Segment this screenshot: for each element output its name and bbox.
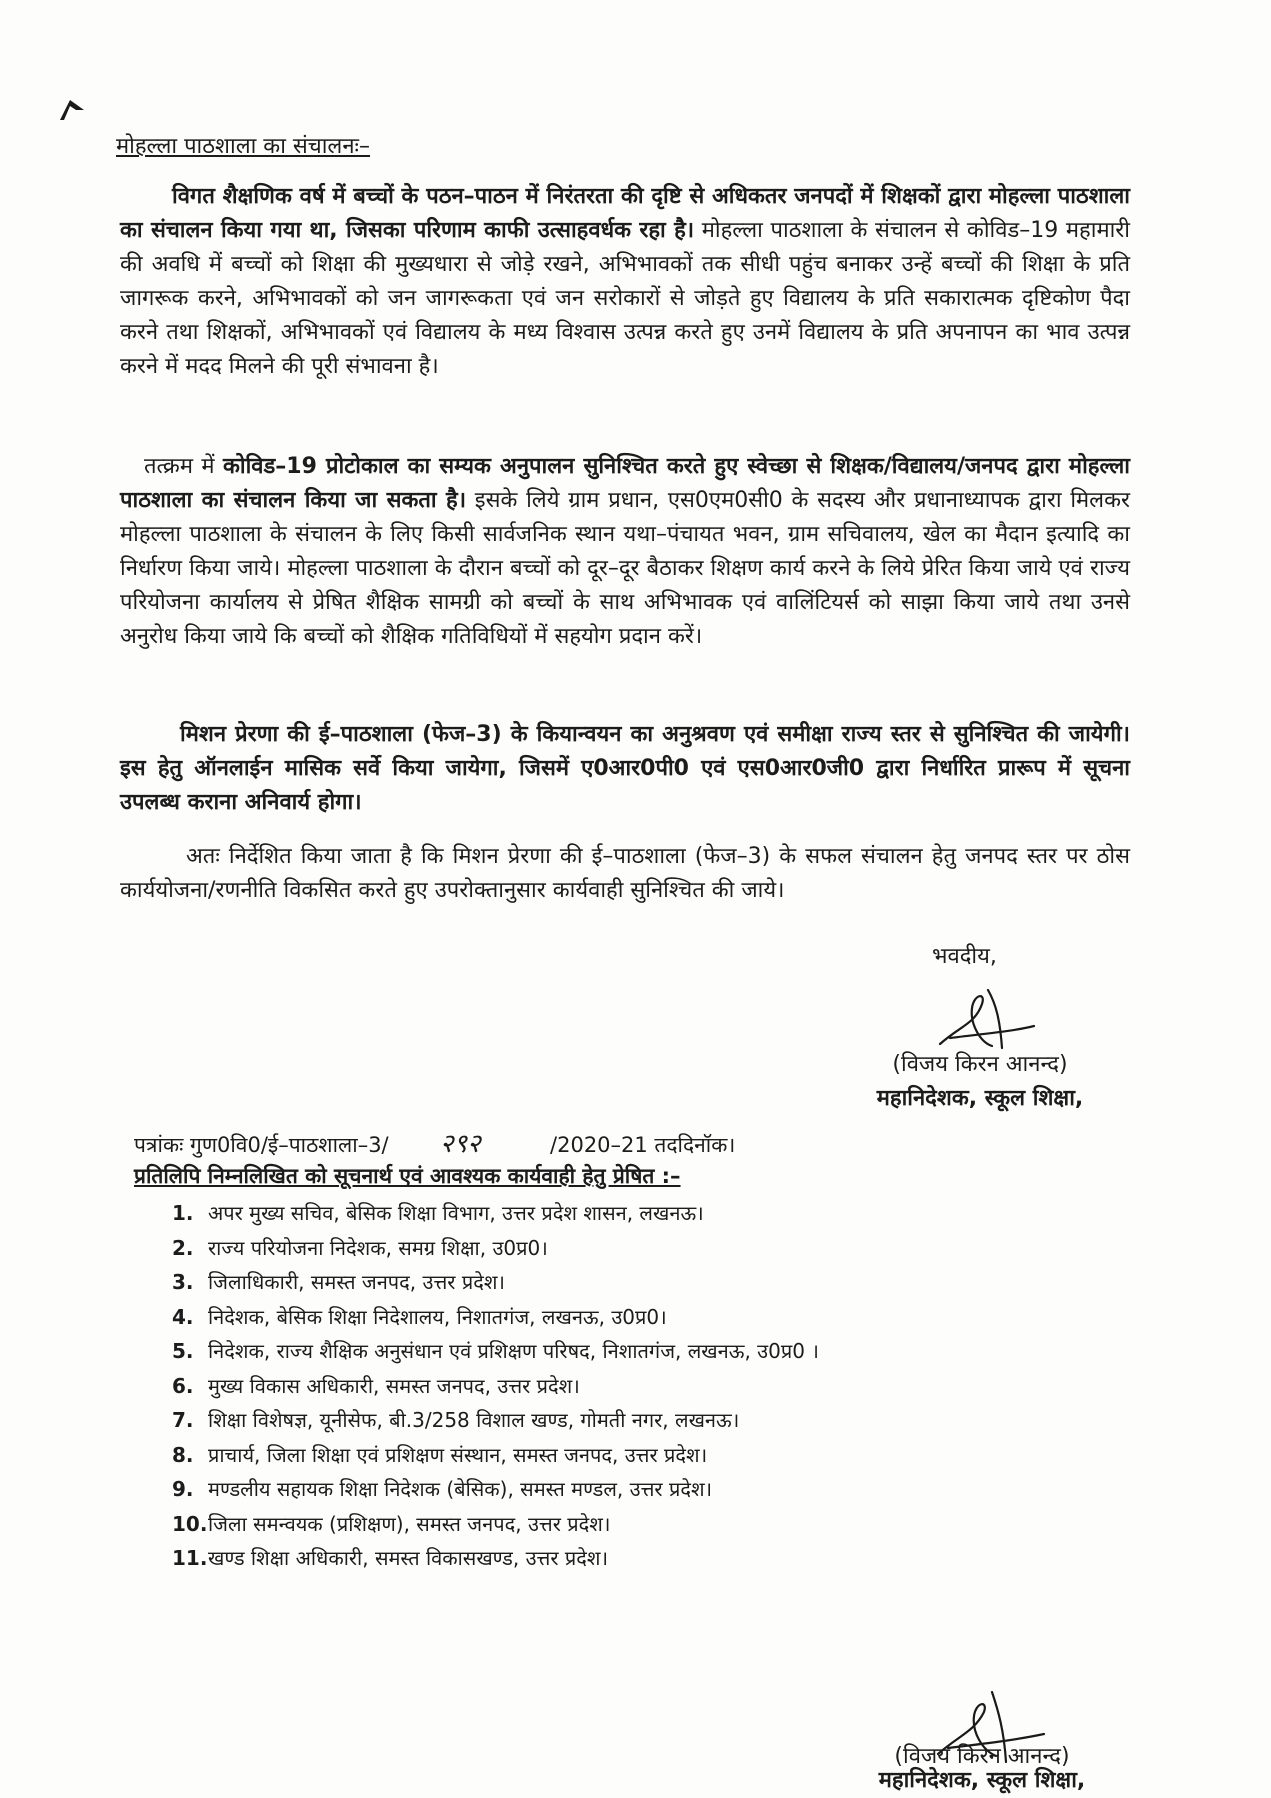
copy-to-item-text: निदेशक, राज्य शैक्षिक अनुसंधान एवं प्रशिक्षण परिषद, निशातगंज, लखनऊ, उ0प्र0 । [208, 1339, 819, 1363]
signature-1-icon [930, 986, 1040, 1056]
copy-to-item [172, 1196, 819, 1231]
reference-line [134, 1124, 735, 1160]
signatory-name: (विजय किरन आनन्द) [894, 1744, 1070, 1769]
copy-to-item [172, 1231, 819, 1266]
paragraph-1-bold: विगत शैक्षणिक वर्ष में बच्चों के पठन–पाठन में निरंतरता की दृष्टि से अधिकतर जनपदों में शिक्षकों द्वारा मोहल्ला पाठशाला का संचालन किया गया था, जिसका परिणाम काफी उत्साहवर्धक रहा है। [120, 184, 1130, 243]
copy-to-item [172, 1369, 819, 1404]
copy-to-list [172, 1196, 819, 1576]
copy-to-item [172, 1334, 819, 1369]
copy-to-item-text: खण्ड शिक्षा अधिकारी, समस्त विकासखण्ड, उत्तर प्रदेश। [208, 1546, 609, 1570]
copy-to-item-text: अपर मुख्य सचिव, बेसिक शिक्षा विभाग, उत्तर प्रदेश शासन, लखनऊ। [208, 1201, 704, 1225]
paragraph-4-text: अतः निर्देशित किया जाता है कि मिशन प्रेरणा की ई–पाठशाला (फेज–3) के सफल संचालन हेतु जनपद स्तर पर ठोस कार्ययोजना/रणनीति विकसित करते हुए उपरोक्तानुसार कार्यवाही सुनिश्चित की जाये। [120, 844, 1130, 903]
copy-to-item-text: राज्य परियोजना निदेशक, समग्र शिक्षा, उ0प्र0। [208, 1235, 548, 1260]
copy-to-item [172, 1438, 819, 1473]
paragraph-3-bold: मिशन प्रेरणा की ई–पाठशाला (फेज–3) के कियान्वयन का अनुश्रवण एवं समीक्षा राज्य स्तर से सुनिश्चित की जायेगी। इस हेतु ऑनलाईन मासिक सर्वे किया जायेगा, जिसमें ए0आर0पी0 एवं एस0आर0जी0 द्वारा निर्धारित प्रारूप में सूचना उपलब्ध कराना अनिवार्य होगा। [120, 722, 1130, 815]
signature-2-designation-block [862, 1764, 1102, 1798]
copy-to-item [172, 1300, 819, 1335]
copy-to-item-number: 11. [172, 1546, 208, 1570]
paragraph-1 [120, 180, 1130, 384]
copy-to-heading: प्रतिलिपि निम्नलिखित को सूचनार्थ एवं आवश्यक कार्यवाही हेतु प्रेषित :– [134, 1164, 681, 1188]
corner-mark-icon [58, 96, 86, 122]
copy-to-item-number: 8. [172, 1442, 194, 1467]
copy-to-item-number: 6. [172, 1373, 194, 1398]
copy-to-item [172, 1507, 819, 1542]
reference-suffix: /2020–21 तददिनॉक। [550, 1133, 736, 1157]
reference-handwritten-number: २९२ [440, 1129, 481, 1159]
signature-1-block [860, 1048, 1100, 1116]
reference-prefix: पत्रांकः गुण0वि0/ई–पाठशाला–3/ [134, 1133, 389, 1157]
copy-to-item-text: शिक्षा विशेषज्ञ, यूनीसेफ, बी.3/258 विशाल खण्ड, गोमती नगर, लखनऊ। [208, 1408, 740, 1432]
copy-to-item [172, 1541, 819, 1576]
copy-to-item-number: 3. [172, 1270, 194, 1294]
copy-to-item [172, 1265, 819, 1300]
paragraph-4 [120, 840, 1130, 908]
paragraph-2-text: इसके लिये ग्राम प्रधान, एस0एम0सी0 के सदस्य और प्रधानाध्यापक द्वारा मिलकर मोहल्ला पाठशाला के संचालन के लिए किसी सार्वजनिक स्थान यथा–पंचायत भवन, ग्राम सचिवालय, खेल का मैदान इत्यादि का निर्धारण किया जाये। मोहल्ला पाठशाला के दौरान बच्चों को दूर–दूर बैठाकर शिक्षण कार्य करने के लिये प्रेरित किया जाये एवं राज्य परियोजना कार्यालय से प्रेषित शैक्षिक सामग्री को बच्चों के साथ अभिभावक एवं वालिंटियर्स को साझा किया जाये तथा उनसे अनुरोध किया जाये कि बच्चों को शैक्षिक गतिविधियों में सहयोग प्रदान करें। [120, 488, 1130, 649]
signatory-designation: महानिदेशक, स्कूल शिक्षा, [878, 1768, 1086, 1793]
copy-to-item-number: 7. [172, 1408, 194, 1432]
copy-to-item-text: मण्डलीय सहायक शिक्षा निदेशक (बेसिक), समस्त मण्डल, उत्तर प्रदेश। [208, 1477, 713, 1501]
signatory-name: (विजय किरन आनन्द) [892, 1052, 1068, 1077]
copy-to-item-number: 2. [172, 1235, 194, 1260]
copy-to-item-number: 5. [172, 1339, 194, 1363]
copy-to-item-number: 1. [172, 1201, 194, 1225]
copy-to-item [172, 1472, 819, 1507]
paragraph-2-bold: कोविड–19 प्रोटोकाल का सम्यक अनुपालन सुनिश्चित करते हुए स्वेच्छा से शिक्षक/विद्यालय/जनपद द्वारा मोहल्ला पाठशाला का संचालन किया जा सकता है। [120, 454, 1130, 513]
copy-to-item [172, 1403, 819, 1438]
paragraph-3 [120, 718, 1130, 820]
signatory-designation: महानिदेशक, स्कूल शिक्षा, [876, 1086, 1084, 1111]
copy-to-item-text: जिलाधिकारी, समस्त जनपद, उत्तर प्रदेश। [208, 1270, 506, 1294]
paragraph-1-text: मोहल्ला पाठशाला के संचालन से कोविड–19 महामारी की अवधि में बच्चों को शिक्षा की मुख्यधारा से जोड़े रखने, अभिभावकों तक सीधी पहुंच बनाकर उन्हें बच्चों की शिक्षा के प्रति जागरूक करने, अभिभावकों को जन जागरूकता एवं जन सरोकारों से जोड़ते हुए विद्यालय के प्रति सकारात्मक दृष्टिकोण पैदा करने तथा शिक्षकों, अभिभावकों एवं विद्यालय के मध्य विश्वास उत्पन्न करते हुए उनमें विद्यालय के प्रति अपनापन का भाव उत्पन्न करने में मदद मिलने की पूरी संभावना है। [120, 218, 1130, 379]
copy-to-item-number: 4. [172, 1304, 194, 1329]
copy-to-item-text: प्राचार्य, जिला शिक्षा एवं प्रशिक्षण संस्थान, समस्त जनपद, उत्तर प्रदेश। [208, 1442, 708, 1467]
copy-to-item-text: निदेशक, बेसिक शिक्षा निदेशालय, निशातगंज, लखनऊ, उ0प्र0। [208, 1304, 667, 1329]
copy-to-item-text: जिला समन्वयक (प्रशिक्षण), समस्त जनपद, उत्तर प्रदेश। [208, 1511, 611, 1536]
copy-to-item-number: 10. [172, 1511, 208, 1536]
paragraph-2-lead: तत्क्रम में [144, 454, 223, 479]
section-heading: मोहल्ला पाठशाला का संचालनः– [116, 134, 371, 159]
copy-to-item-number: 9. [172, 1477, 194, 1501]
closing-text: भवदीय, [932, 944, 997, 969]
copy-to-item-text: मुख्य विकास अधिकारी, समस्त जनपद, उत्तर प्रदेश। [208, 1373, 580, 1398]
paragraph-2 [120, 450, 1130, 654]
